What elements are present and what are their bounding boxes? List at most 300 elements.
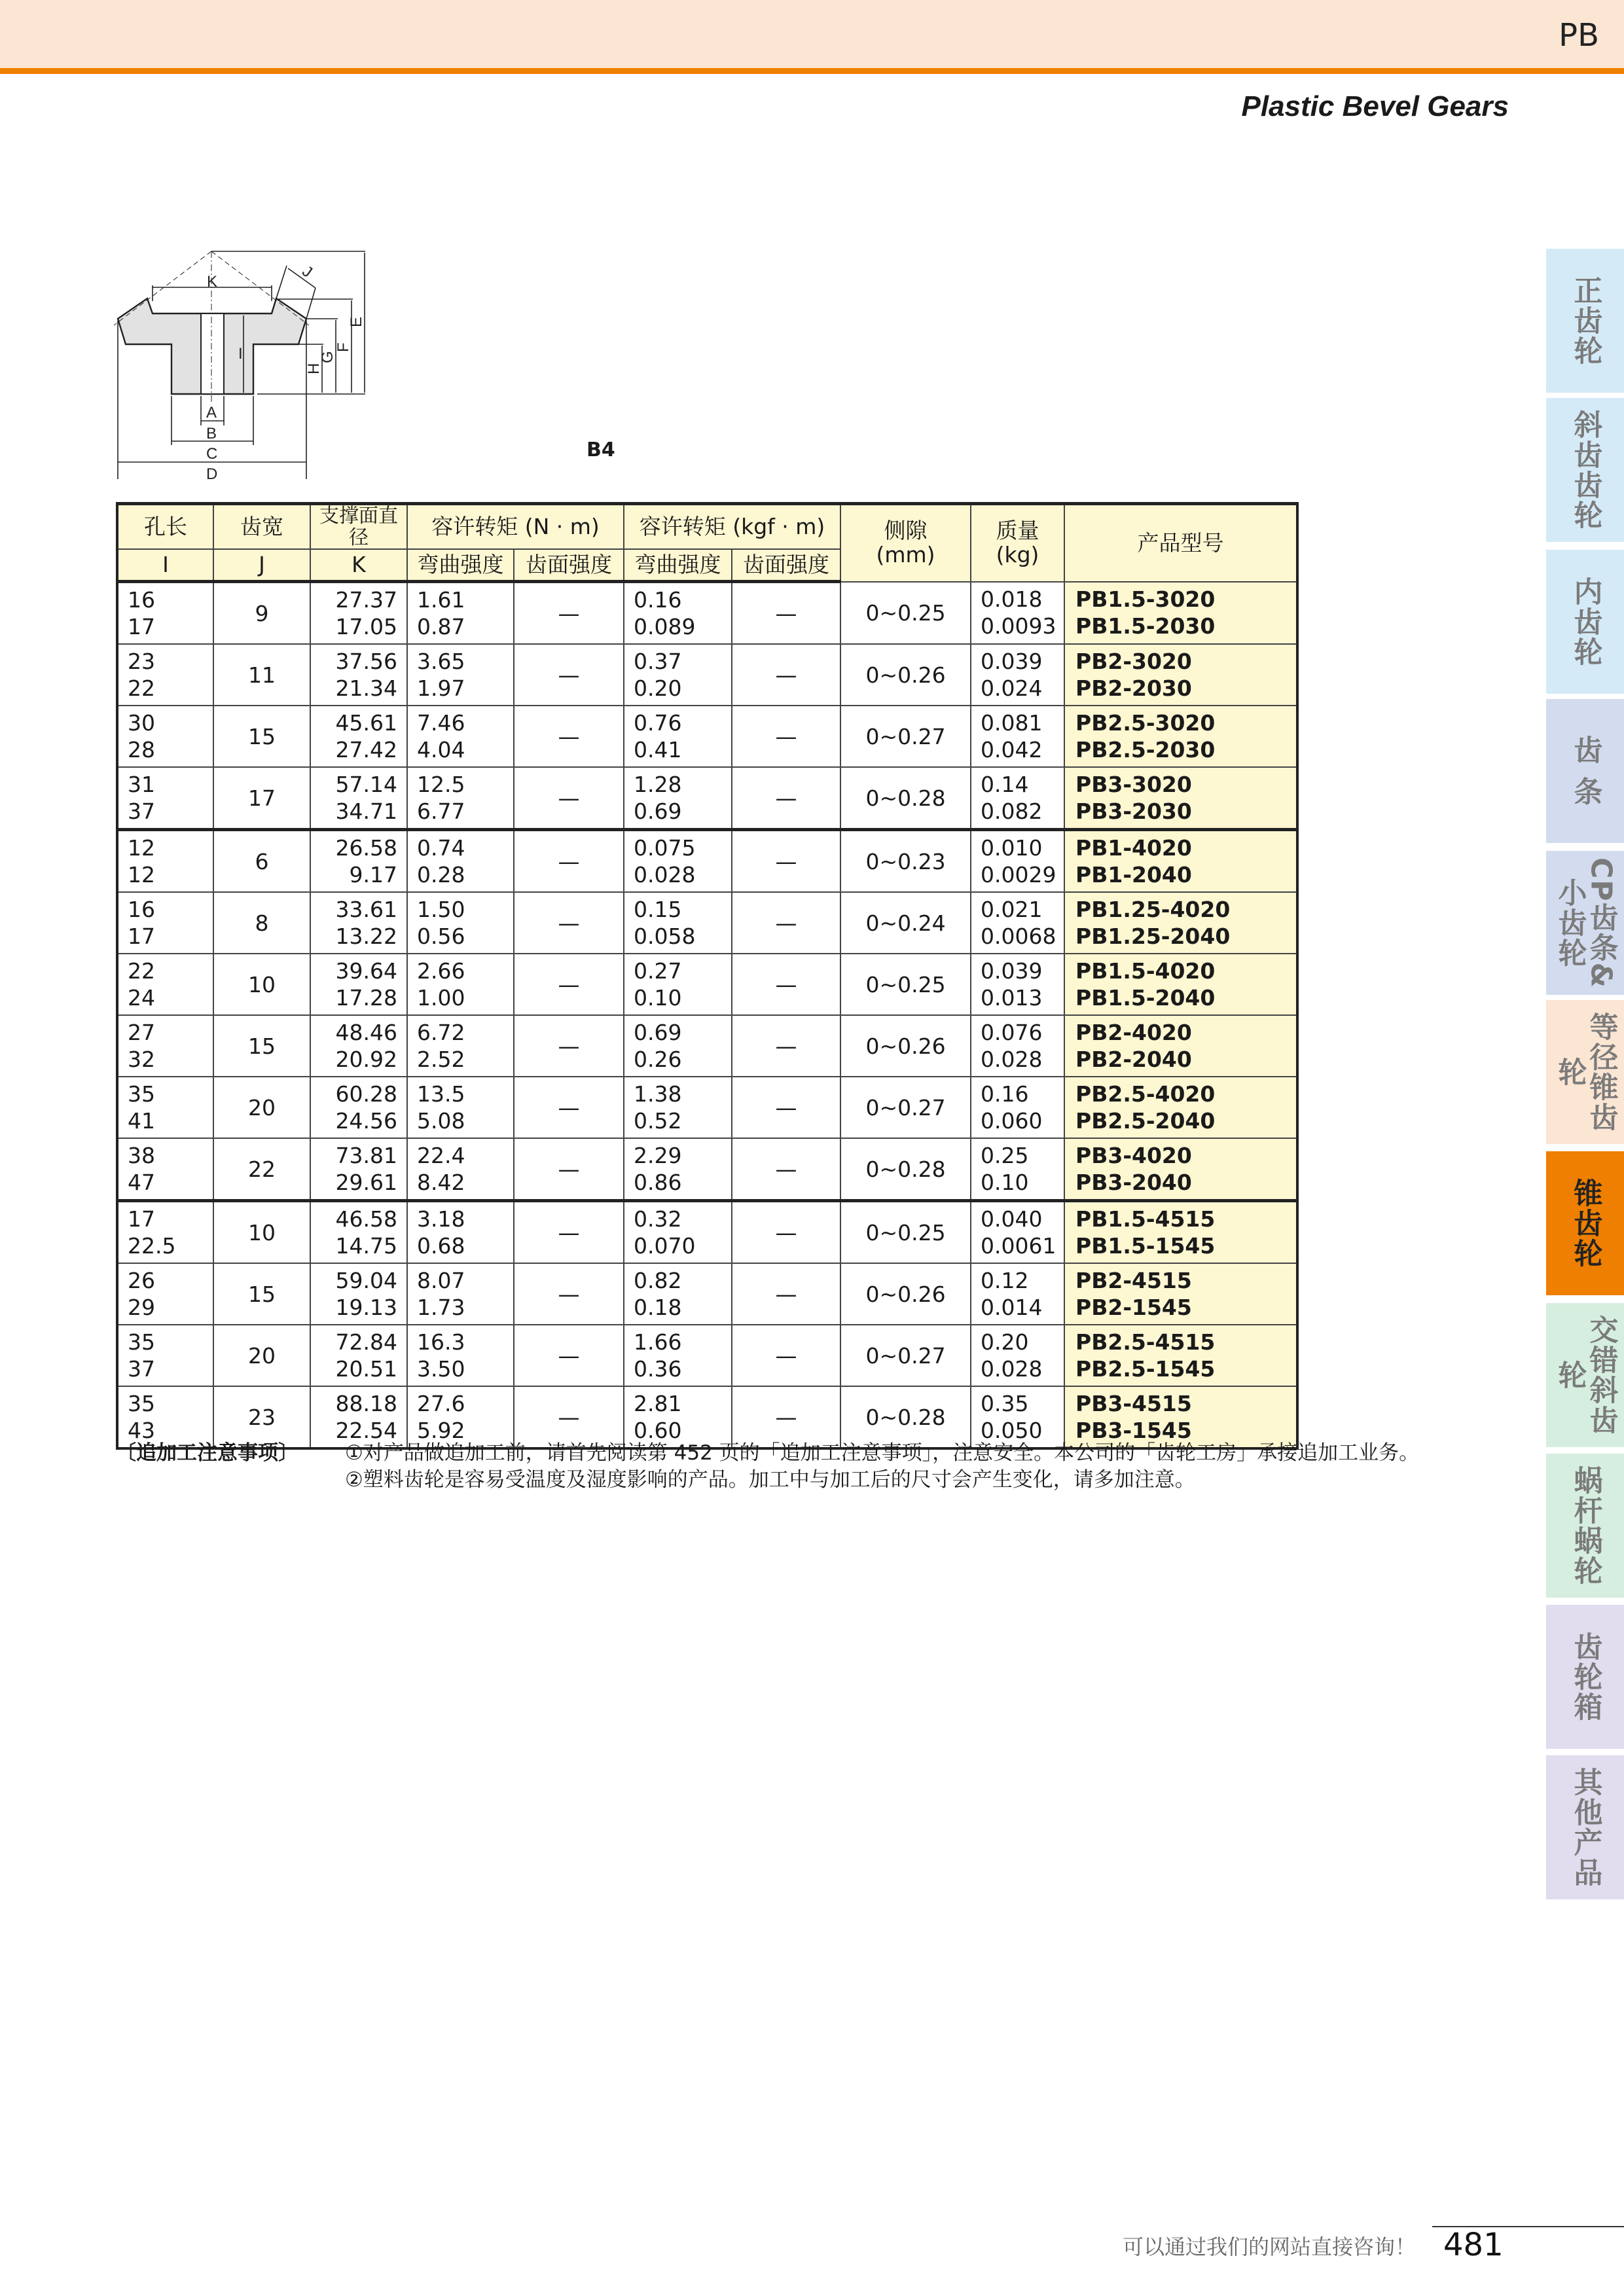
face-width-cell: 8 (213, 892, 310, 954)
cell-value: 39.64 (335, 958, 397, 984)
cell-value: 35 (128, 1329, 155, 1355)
cell-value: 0.10 (634, 985, 682, 1011)
face-width-cell: 17 (213, 767, 310, 830)
support-dia-cell (310, 1263, 407, 1325)
cell-value: 0.87 (417, 614, 465, 639)
torque-kgf-bending-cell (624, 706, 732, 767)
torque-kgf-bending-cell (624, 892, 732, 954)
page-title: Plastic Bevel Gears (1241, 90, 1509, 122)
cell-value: 27.37 (335, 587, 397, 613)
backlash-unit: (mm) (876, 541, 935, 567)
torque-nm-surface-cell: — (514, 1077, 624, 1138)
mass-cell (971, 582, 1064, 645)
support-dia-cell (310, 1201, 407, 1264)
cell-value: 22 (128, 675, 155, 701)
cell-value: 0.042 (981, 737, 1043, 762)
cell-value: 12 (128, 862, 155, 888)
backlash-cell: 0~0.27 (840, 1077, 971, 1138)
cell-value: 31 (128, 772, 155, 797)
face-width-cell: 15 (213, 706, 310, 767)
cell-value: 47 (128, 1170, 155, 1195)
model-code[interactable]: PB2.5-3020 (1075, 710, 1216, 736)
hole-length-cell (117, 1077, 213, 1138)
label-a: A (206, 404, 217, 422)
cell-value: 0.0093 (981, 613, 1056, 639)
cell-value: 0.024 (981, 675, 1043, 701)
torque-kgf-bending-cell (624, 1201, 732, 1264)
support-dia-cell (310, 1077, 407, 1138)
cell-value: 12 (128, 835, 155, 861)
model-code[interactable]: PB1.25-4020 (1075, 897, 1231, 922)
face-width-cell: 15 (213, 1015, 310, 1077)
header-bending-kgf: 弯曲强度 (624, 549, 732, 582)
cell-value: 73.81 (335, 1143, 397, 1168)
model-code[interactable]: PB2-3020 (1075, 649, 1192, 674)
cell-value: 0.070 (634, 1233, 696, 1259)
label-j: J (298, 262, 316, 281)
cell-value: 0.20 (981, 1329, 1029, 1355)
torque-kgf-surface-cell: — (732, 1138, 840, 1201)
cell-value: 35 (128, 1391, 155, 1416)
cell-value: 0.014 (981, 1295, 1043, 1320)
cell-value: 0.12 (981, 1268, 1029, 1293)
cell-value: 38 (128, 1143, 155, 1168)
cell-value: 0.14 (981, 772, 1029, 797)
cell-value: 0.86 (634, 1170, 682, 1195)
mass-cell (971, 767, 1064, 830)
model-cell (1064, 644, 1297, 706)
side-tab[interactable]: 锥齿轮 (1546, 1151, 1624, 1295)
support-dia-cell (310, 767, 407, 830)
mass-cell (971, 706, 1064, 767)
mass-cell (971, 1201, 1064, 1264)
mass-cell (971, 1386, 1064, 1448)
notes-label: 〔追加工注意事项〕 (116, 1441, 298, 1465)
cell-value: 0.76 (634, 710, 682, 736)
model-code[interactable]: PB2-4020 (1075, 1020, 1192, 1045)
cell-value: 0.0068 (981, 924, 1056, 949)
cell-value: 37 (128, 1356, 155, 1382)
model-cell (1064, 1201, 1297, 1264)
model-code[interactable]: PB1-4020 (1075, 835, 1192, 861)
header-band (0, 0, 1624, 68)
backlash-cell: 0~0.25 (840, 954, 971, 1015)
model-code[interactable]: PB3-2030 (1075, 798, 1192, 824)
mass-unit: (kg) (996, 541, 1039, 567)
table-row (117, 1201, 1297, 1264)
torque-kgf-bending-cell (624, 1386, 732, 1448)
face-width-cell: 20 (213, 1077, 310, 1138)
table-row (117, 644, 1297, 706)
label-g: G (319, 351, 336, 363)
face-width-cell: 15 (213, 1263, 310, 1325)
model-cell (1064, 1325, 1297, 1386)
cell-value: 28 (128, 737, 155, 762)
torque-kgf-surface-cell: — (732, 954, 840, 1015)
header-face-width: 齿宽 (213, 504, 310, 550)
model-code[interactable]: PB3-4515 (1075, 1391, 1192, 1416)
cell-value: 2.29 (634, 1143, 682, 1168)
cell-value: 45.61 (335, 710, 397, 736)
label-h: H (305, 363, 323, 374)
model-code[interactable]: PB3-2040 (1075, 1170, 1192, 1195)
cell-value: 14.75 (335, 1233, 397, 1259)
header-sym-i: I (117, 549, 213, 582)
torque-kgf-bending-cell (624, 767, 732, 830)
support-dia-cell (310, 1015, 407, 1077)
model-code[interactable]: PB2.5-4515 (1075, 1329, 1216, 1355)
model-cell (1064, 892, 1297, 954)
footer-contact-text: 可以通过我们的网站直接咨询！ (1122, 2234, 1416, 2259)
torque-nm-surface-cell: — (514, 954, 624, 1015)
support-dia-cell (310, 830, 407, 893)
table-row (117, 1263, 1297, 1325)
mass-cell (971, 1015, 1064, 1077)
cell-value: 46.58 (335, 1206, 397, 1232)
torque-kgf-bending-cell (624, 1077, 732, 1138)
torque-kgf-bending-cell (624, 582, 732, 645)
model-code[interactable]: PB1.5-2030 (1075, 613, 1216, 639)
cell-value: 0.040 (981, 1206, 1043, 1232)
gear-bore (201, 314, 224, 394)
cell-value: 26.58 (335, 835, 397, 861)
model-cell (1064, 954, 1297, 1015)
backlash-cell: 0~0.26 (840, 644, 971, 706)
cell-value: 32 (128, 1047, 155, 1072)
cell-value: 0.081 (981, 710, 1043, 736)
cell-value: 22.4 (417, 1143, 465, 1168)
cell-value: 0.018 (981, 586, 1043, 613)
cell-value: 5.92 (417, 1418, 465, 1443)
cell-value: 0.68 (417, 1233, 465, 1259)
cell-value: 2.52 (417, 1047, 465, 1072)
cell-value: 43 (128, 1418, 155, 1443)
cell-value: 59.04 (335, 1268, 397, 1293)
face-width-cell: 22 (213, 1138, 310, 1201)
mass-cell (971, 1263, 1064, 1325)
cell-value: 0.74 (417, 835, 465, 861)
mass-cell (971, 1077, 1064, 1138)
cell-value: 0.28 (417, 862, 465, 888)
mass-cell (971, 830, 1064, 893)
cell-value: 0.010 (981, 835, 1043, 861)
model-code[interactable]: PB1.25-2040 (1075, 924, 1231, 949)
cell-value: 0.32 (634, 1206, 682, 1232)
side-tab[interactable]: CP齿条&小齿轮 (1546, 851, 1624, 995)
header-sym-k: K (310, 549, 407, 582)
side-tab[interactable]: 其他产品 (1546, 1755, 1624, 1899)
cell-value: 20.51 (335, 1356, 397, 1382)
torque-nm-bending-cell (407, 830, 514, 893)
torque-kgf-surface-cell: — (732, 830, 840, 893)
torque-kgf-surface-cell: — (732, 892, 840, 954)
cell-value: 0.16 (634, 587, 682, 613)
cell-value: 13.22 (335, 924, 397, 949)
cell-value: 5.08 (417, 1108, 465, 1134)
table-row (117, 1077, 1297, 1138)
support-dia-cell (310, 892, 407, 954)
torque-nm-surface-cell: — (514, 892, 624, 954)
backlash-label: 侧隙 (884, 518, 928, 544)
support-dia-cell (310, 582, 407, 645)
note-line: ①对产品做追加工前，请首先阅读第 452 页的「追加工注意事项」，注意安全。本公司的「齿轮工房」承接追加工业务。 (345, 1441, 1420, 1465)
torque-kgf-surface-cell: — (732, 767, 840, 830)
torque-kgf-surface-cell: — (732, 1201, 840, 1264)
cell-value: 20.92 (335, 1047, 397, 1072)
cell-value: 0.028 (981, 1356, 1043, 1382)
model-code[interactable]: PB2-2030 (1075, 675, 1192, 701)
torque-nm-surface-cell: — (514, 1386, 624, 1448)
cell-value: 0.058 (634, 924, 696, 949)
cell-value: 2.66 (417, 958, 465, 984)
backlash-cell: 0~0.26 (840, 1015, 971, 1077)
model-code[interactable]: PB3-3020 (1075, 772, 1192, 797)
label-i: I (238, 345, 243, 363)
face-width-cell: 11 (213, 644, 310, 706)
backlash-cell: 0~0.25 (840, 1201, 971, 1264)
table-row (117, 892, 1297, 954)
cell-value: 17 (128, 924, 155, 949)
cell-value: 17.28 (335, 985, 397, 1011)
header-bending-nm: 弯曲强度 (407, 549, 514, 582)
cell-value: 22.54 (335, 1418, 397, 1443)
cell-value: 30 (128, 710, 155, 736)
face-width-cell: 20 (213, 1325, 310, 1386)
torque-nm-surface-cell: — (514, 830, 624, 893)
cell-value: 0.18 (634, 1295, 682, 1320)
cell-value: 0.0061 (981, 1233, 1056, 1259)
support-dia-cell (310, 706, 407, 767)
torque-kgf-bending-cell (624, 954, 732, 1015)
cell-value: 0.075 (634, 835, 696, 861)
torque-kgf-bending-cell (624, 1325, 732, 1386)
cell-value: 0.10 (981, 1170, 1029, 1195)
table-row (117, 830, 1297, 893)
torque-nm-bending-cell (407, 1201, 514, 1264)
torque-kgf-surface-cell: — (732, 1386, 840, 1448)
hole-length-cell (117, 1201, 213, 1264)
backlash-cell: 0~0.28 (840, 1386, 971, 1448)
cell-value: 22 (128, 958, 155, 984)
cell-value: 0.039 (981, 958, 1043, 984)
model-code[interactable]: PB2-1545 (1075, 1295, 1192, 1320)
model-code[interactable]: PB1.5-4515 (1075, 1206, 1216, 1232)
header-torque-kgf: 容许转矩 (kgf · m) (624, 504, 840, 550)
page-number: 481 (1443, 2227, 1504, 2263)
cell-value: 2.81 (634, 1391, 682, 1416)
cell-value: 24 (128, 985, 155, 1011)
model-code[interactable]: PB3-1545 (1075, 1418, 1192, 1443)
spec-table (116, 502, 1299, 1450)
cell-value: 27 (128, 1020, 155, 1045)
cell-value: 37.56 (335, 649, 397, 674)
cell-value: 27.42 (335, 737, 397, 762)
support-dia-cell (310, 954, 407, 1015)
hole-length-cell (117, 892, 213, 954)
torque-kgf-surface-cell: — (732, 706, 840, 767)
torque-nm-surface-cell: — (514, 1325, 624, 1386)
side-tab[interactable]: 等径锥齿轮 (1546, 1000, 1624, 1144)
model-cell (1064, 582, 1297, 645)
table-row (117, 1015, 1297, 1077)
cell-value: 60.28 (335, 1081, 397, 1107)
side-tab[interactable]: 齿 条 (1546, 699, 1624, 843)
model-code[interactable]: PB2.5-2040 (1075, 1108, 1216, 1134)
torque-nm-surface-cell: — (514, 644, 624, 706)
cell-value: 6.77 (417, 798, 465, 824)
support-dia-cell (310, 1325, 407, 1386)
cell-value: 88.18 (335, 1391, 397, 1416)
header-backlash (840, 504, 971, 582)
cell-value: 0.076 (981, 1020, 1043, 1045)
cell-value: 27.6 (417, 1391, 465, 1416)
hole-length-cell (117, 1263, 213, 1325)
torque-nm-bending-cell (407, 582, 514, 645)
label-d: D (206, 465, 218, 483)
hole-length-cell (117, 706, 213, 767)
model-code[interactable]: PB2.5-1545 (1075, 1356, 1216, 1382)
cell-value: 0.36 (634, 1356, 682, 1382)
cell-value: 0.082 (981, 798, 1043, 824)
cell-value: 8.07 (417, 1268, 465, 1293)
cell-value: 0.050 (981, 1418, 1043, 1443)
cell-value: 0.028 (981, 1047, 1043, 1072)
torque-kgf-surface-cell: — (732, 644, 840, 706)
cell-value: 1.66 (634, 1329, 682, 1355)
side-tab[interactable]: 交错斜齿轮 (1546, 1303, 1624, 1447)
cell-value: 1.97 (417, 675, 465, 701)
cell-value: 0.26 (634, 1047, 682, 1072)
mass-cell (971, 1325, 1064, 1386)
cell-value: 8.42 (417, 1170, 465, 1195)
face-width-cell: 10 (213, 1201, 310, 1264)
cell-value: 17.05 (335, 614, 397, 639)
label-f: F (334, 342, 352, 352)
cell-value: 0.039 (981, 649, 1043, 674)
torque-nm-surface-cell: — (514, 1015, 624, 1077)
cell-value: 1.73 (417, 1295, 465, 1320)
torque-nm-bending-cell (407, 767, 514, 830)
hole-length-cell (117, 954, 213, 1015)
cell-value: 34.71 (335, 798, 397, 824)
cell-value: 1.61 (417, 587, 465, 613)
model-code[interactable]: PB2-4515 (1075, 1268, 1192, 1293)
cell-value: 3.50 (417, 1356, 465, 1382)
bevel-gear-dimension-diagram (111, 242, 635, 484)
backlash-cell: 0~0.27 (840, 706, 971, 767)
cell-value: 16 (128, 897, 155, 922)
backlash-cell: 0~0.24 (840, 892, 971, 954)
cell-value: 0.089 (634, 614, 696, 639)
face-width-cell: 6 (213, 830, 310, 893)
cell-value: 33.61 (335, 897, 397, 922)
cell-value: 6.72 (417, 1020, 465, 1045)
model-cell (1064, 1263, 1297, 1325)
series-code: PB (1559, 17, 1599, 54)
cell-value: 0.60 (634, 1418, 682, 1443)
hole-length-cell (117, 1015, 213, 1077)
header-torque-nm: 容许转矩 (N · m) (407, 504, 624, 550)
backlash-cell: 0~0.23 (840, 830, 971, 893)
header-accent-line (0, 68, 1624, 74)
cell-value: 3.65 (417, 649, 465, 674)
cell-value: 16 (128, 587, 155, 613)
cell-value: 0.35 (981, 1391, 1029, 1416)
side-tab[interactable]: 齿轮箱 (1546, 1605, 1624, 1749)
mass-label: 质量 (996, 518, 1039, 544)
torque-nm-bending-cell (407, 1015, 514, 1077)
cell-value: 1.50 (417, 897, 465, 922)
cell-value: 16.3 (417, 1329, 465, 1355)
model-code[interactable]: PB1-2040 (1075, 862, 1192, 888)
torque-kgf-surface-cell: — (732, 1325, 840, 1386)
cell-value: 0.56 (417, 924, 465, 949)
model-code[interactable]: PB1.5-1545 (1075, 1233, 1216, 1259)
header-mass (971, 504, 1064, 582)
model-code[interactable]: PB2.5-4020 (1075, 1081, 1216, 1107)
table-row (117, 1386, 1297, 1448)
cell-value: 21.34 (335, 675, 397, 701)
model-code[interactable]: PB2-2040 (1075, 1047, 1192, 1072)
label-e: E (348, 316, 365, 327)
side-tab[interactable]: 内齿轮 (1546, 550, 1624, 694)
face-width-cell: 9 (213, 582, 310, 645)
cell-value: 1.28 (634, 772, 682, 797)
torque-kgf-bending-cell (624, 1138, 732, 1201)
cell-value: 0.0029 (981, 862, 1056, 888)
mass-cell (971, 892, 1064, 954)
model-code[interactable]: PB3-4020 (1075, 1143, 1192, 1168)
cell-value: 0.021 (981, 897, 1043, 922)
torque-nm-bending-cell (407, 1077, 514, 1138)
cell-value: 35 (128, 1081, 155, 1107)
backlash-cell: 0~0.25 (840, 582, 971, 645)
side-tab[interactable]: 斜齿齿轮 (1546, 398, 1624, 542)
torque-kgf-surface-cell: — (732, 1077, 840, 1138)
cell-value: 0.15 (634, 897, 682, 922)
cell-value: 22.5 (128, 1233, 176, 1259)
model-code[interactable]: PB1.5-2040 (1075, 985, 1216, 1011)
torque-kgf-surface-cell: — (732, 1015, 840, 1077)
support-dia-cell (310, 1138, 407, 1201)
header-hole-length: 孔长 (117, 504, 213, 550)
hole-length-cell (117, 582, 213, 645)
torque-nm-surface-cell: — (514, 1201, 624, 1264)
cell-value: 0.028 (634, 862, 696, 888)
torque-kgf-bending-cell (624, 644, 732, 706)
cell-value: 72.84 (335, 1329, 397, 1355)
torque-nm-surface-cell: — (514, 1138, 624, 1201)
model-code[interactable]: PB1.5-3020 (1075, 586, 1216, 613)
torque-nm-bending-cell (407, 1325, 514, 1386)
cell-value: 0.27 (634, 958, 682, 984)
torque-nm-bending-cell (407, 706, 514, 767)
table-row (117, 582, 1297, 645)
cell-value: 23 (128, 649, 155, 674)
face-width-cell: 10 (213, 954, 310, 1015)
note-line: ②塑料齿轮是容易受温度及湿度影响的产品。加工中与加工后的尺寸会产生变化，请多加注意。 (345, 1468, 1195, 1492)
cell-value: 0.52 (634, 1108, 682, 1134)
hole-length-cell (117, 644, 213, 706)
variant-label: B4 (586, 439, 615, 461)
side-tab[interactable]: 蜗杆蜗轮 (1546, 1454, 1624, 1598)
cell-value: 0.20 (634, 675, 682, 701)
model-code[interactable]: PB1.5-4020 (1075, 958, 1216, 984)
side-tab[interactable]: 正齿轮 (1546, 249, 1624, 393)
hole-length-cell (117, 767, 213, 830)
model-code[interactable]: PB2.5-2030 (1075, 737, 1216, 762)
cell-value: 0.82 (634, 1268, 682, 1293)
